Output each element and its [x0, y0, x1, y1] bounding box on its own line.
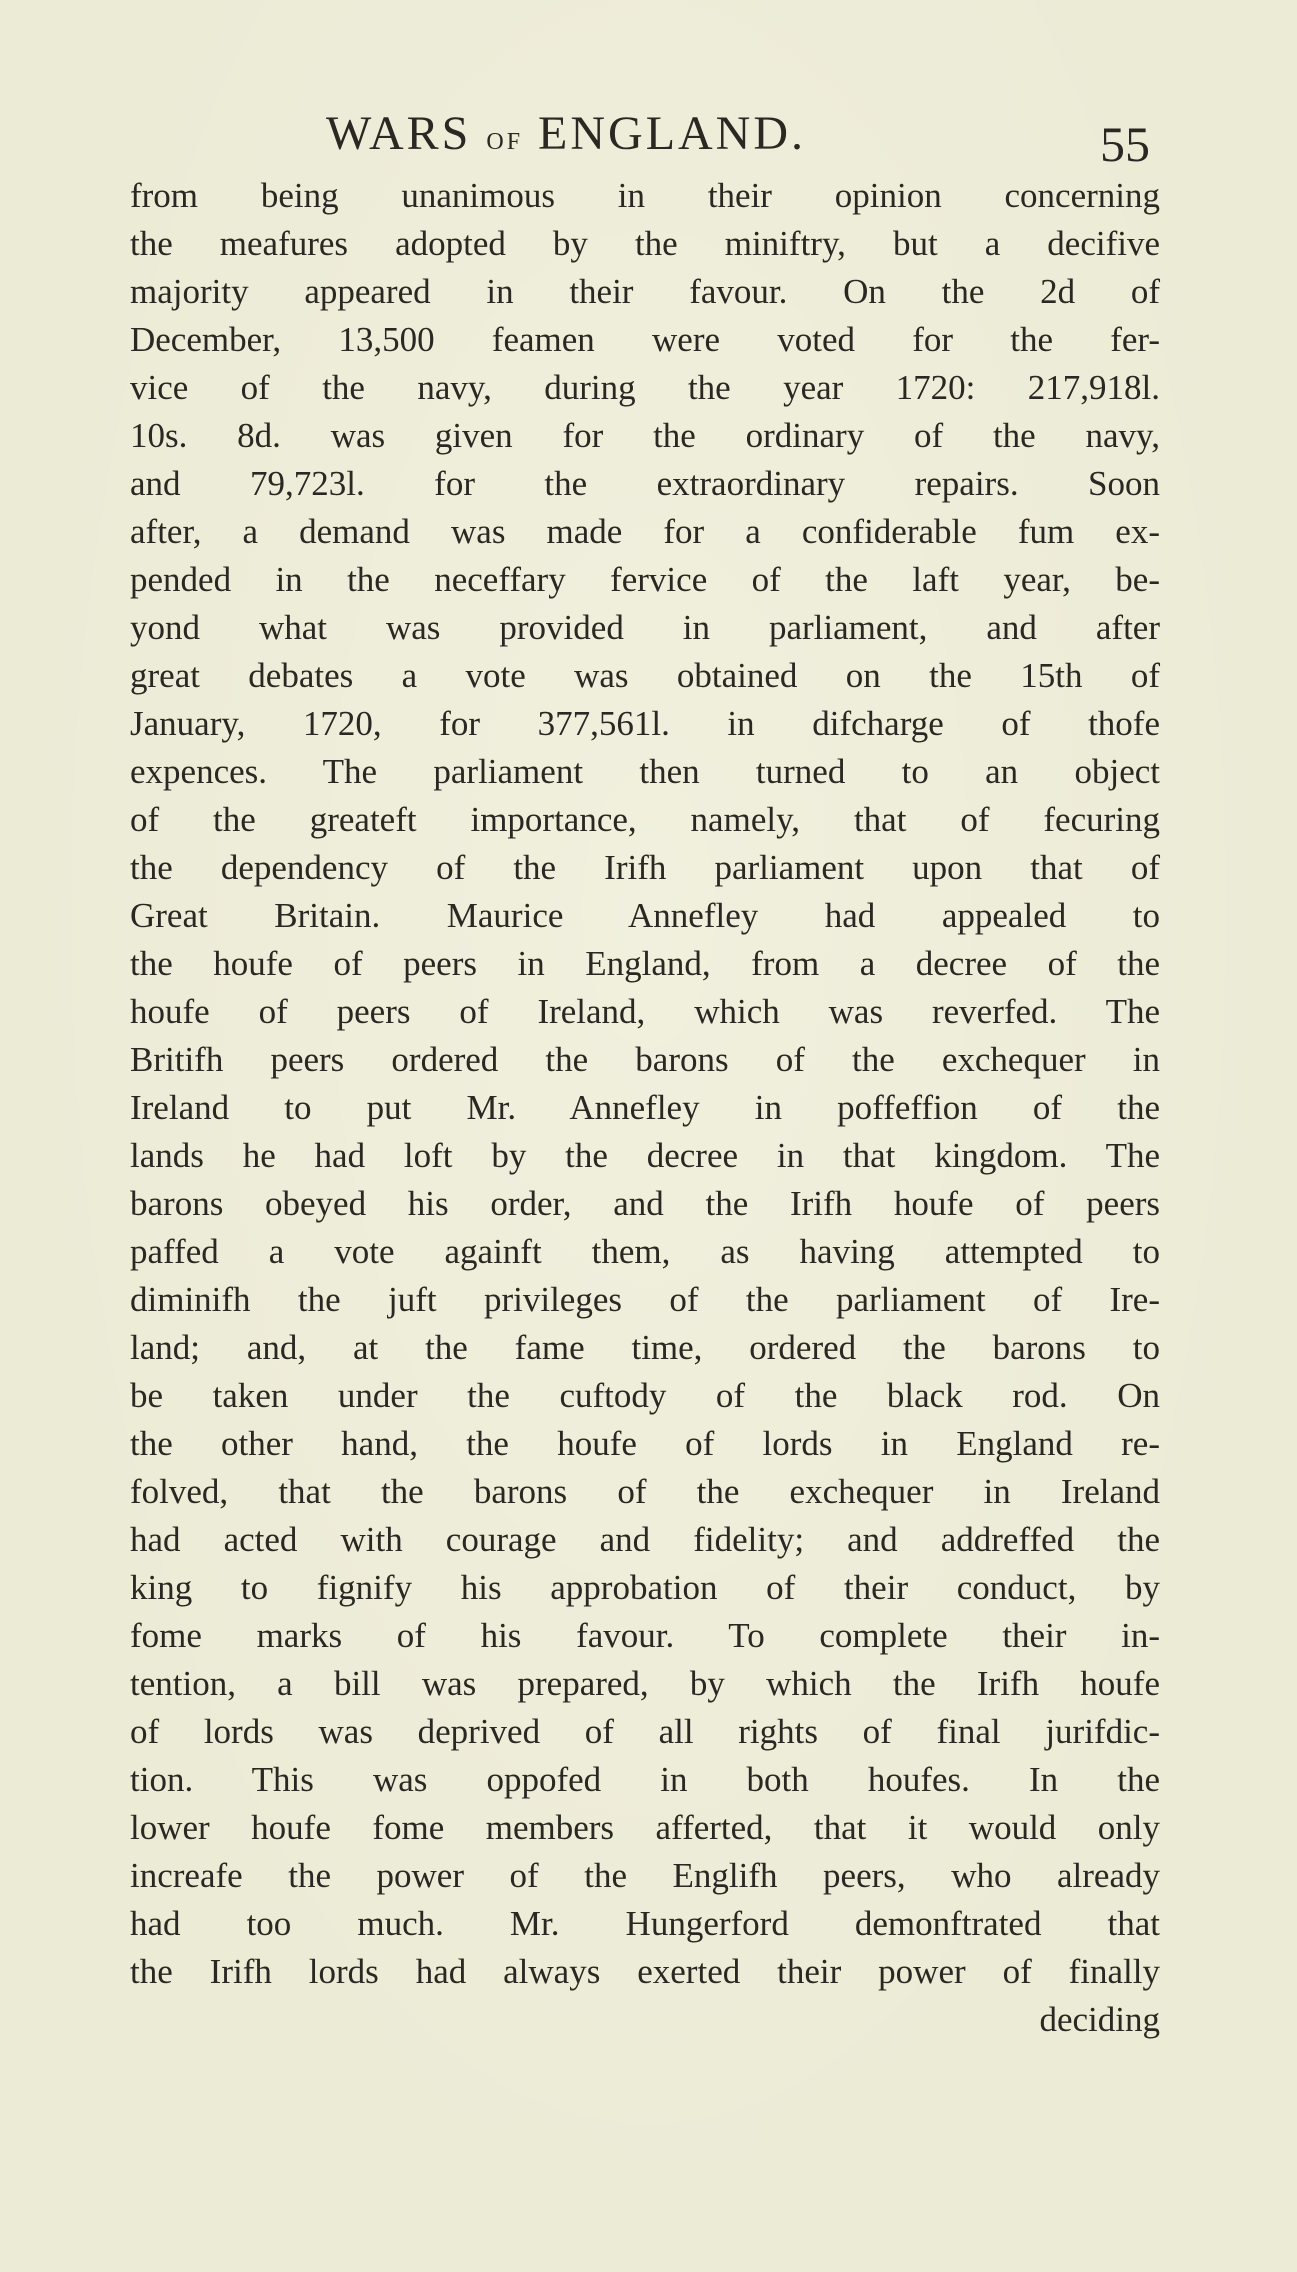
- text-line: houfe of peers of Ireland, which was reverfed. The: [130, 992, 1160, 1031]
- text-line: king to fignify his approbation of their conduct, by: [130, 1568, 1160, 1607]
- text-line: fome marks of his favour. To complete their in-: [130, 1616, 1160, 1655]
- text-line: pended in the neceffary fervice of the laft year, be-: [130, 560, 1160, 599]
- text-line: great debates a vote was obtained on the 15th of: [130, 656, 1160, 695]
- text-line: tion. This was oppofed in both houfes. In the: [130, 1760, 1160, 1799]
- text-line: Britifh peers ordered the barons of the exchequer in: [130, 1040, 1160, 1079]
- text-line: be taken under the cuftody of the black rod. On: [130, 1376, 1160, 1415]
- text-line: January, 1720, for 377,561l. in difcharge of thofe: [130, 704, 1160, 743]
- text-line: yond what was provided in parliament, and after: [130, 608, 1160, 647]
- text-line: paffed a vote againft them, as having attempted to: [130, 1232, 1160, 1271]
- text-line: from being unanimous in their opinion concerning: [130, 176, 1160, 215]
- text-line: increafe the power of the Englifh peers, who already: [130, 1856, 1160, 1895]
- running-title-small-caps: OF: [486, 129, 524, 155]
- text-line: the houfe of peers in England, from a decree of the: [130, 944, 1160, 983]
- text-line: folved, that the barons of the exchequer in Ireland: [130, 1472, 1160, 1511]
- page-number: 55: [1100, 116, 1150, 172]
- text-line: had acted with courage and fidelity; and addreffed the: [130, 1520, 1160, 1559]
- text-line: expences. The parliament then turned to an object: [130, 752, 1160, 791]
- text-line: vice of the navy, during the year 1720: 217,918l.: [130, 368, 1160, 407]
- running-title-part1: WARS: [326, 107, 487, 160]
- running-title-part2: ENGLAND.: [523, 107, 807, 160]
- text-line: diminifh the juft privileges of the parliament of Ire-: [130, 1280, 1160, 1319]
- text-line: the meafures adopted by the miniftry, but a decifive: [130, 224, 1160, 263]
- text-line: tention, a bill was prepared, by which the Irifh houfe: [130, 1664, 1160, 1703]
- page-header: [0, 104, 1297, 172]
- body-text: [130, 172, 1160, 2044]
- text-line: the Irifh lords had always exerted their power of finally: [130, 1952, 1160, 1991]
- catchword: deciding: [1039, 2000, 1160, 2039]
- text-line: after, a demand was made for a confiderable fum ex-: [130, 512, 1160, 551]
- text-line: land; and, at the fame time, ordered the barons to: [130, 1328, 1160, 1367]
- text-line: the dependency of the Irifh parliament upon that of: [130, 848, 1160, 887]
- text-line: barons obeyed his order, and the Irifh houfe of peers: [130, 1184, 1160, 1223]
- text-line: majority appeared in their favour. On the 2d of: [130, 272, 1160, 311]
- text-line: Ireland to put Mr. Annefley in poffeffion of the: [130, 1088, 1160, 1127]
- running-title: [326, 104, 806, 172]
- text-line: lower houfe fome members afferted, that it would only: [130, 1808, 1160, 1847]
- text-line: December, 13,500 feamen were voted for the fer-: [130, 320, 1160, 359]
- text-line: 10s. 8d. was given for the ordinary of the navy,: [130, 416, 1160, 455]
- text-line: Great Britain. Maurice Annefley had appealed to: [130, 896, 1160, 935]
- text-line: lands he had loft by the decree in that kingdom. The: [130, 1136, 1160, 1175]
- text-line: the other hand, the houfe of lords in England re-: [130, 1424, 1160, 1463]
- text-line: of lords was deprived of all rights of final jurifdic-: [130, 1712, 1160, 1751]
- text-line: had too much. Mr. Hungerford demonftrated that: [130, 1904, 1160, 1943]
- text-line: and 79,723l. for the extraordinary repairs. Soon: [130, 464, 1160, 503]
- text-line: of the greateft importance, namely, that of fecuring: [130, 800, 1160, 839]
